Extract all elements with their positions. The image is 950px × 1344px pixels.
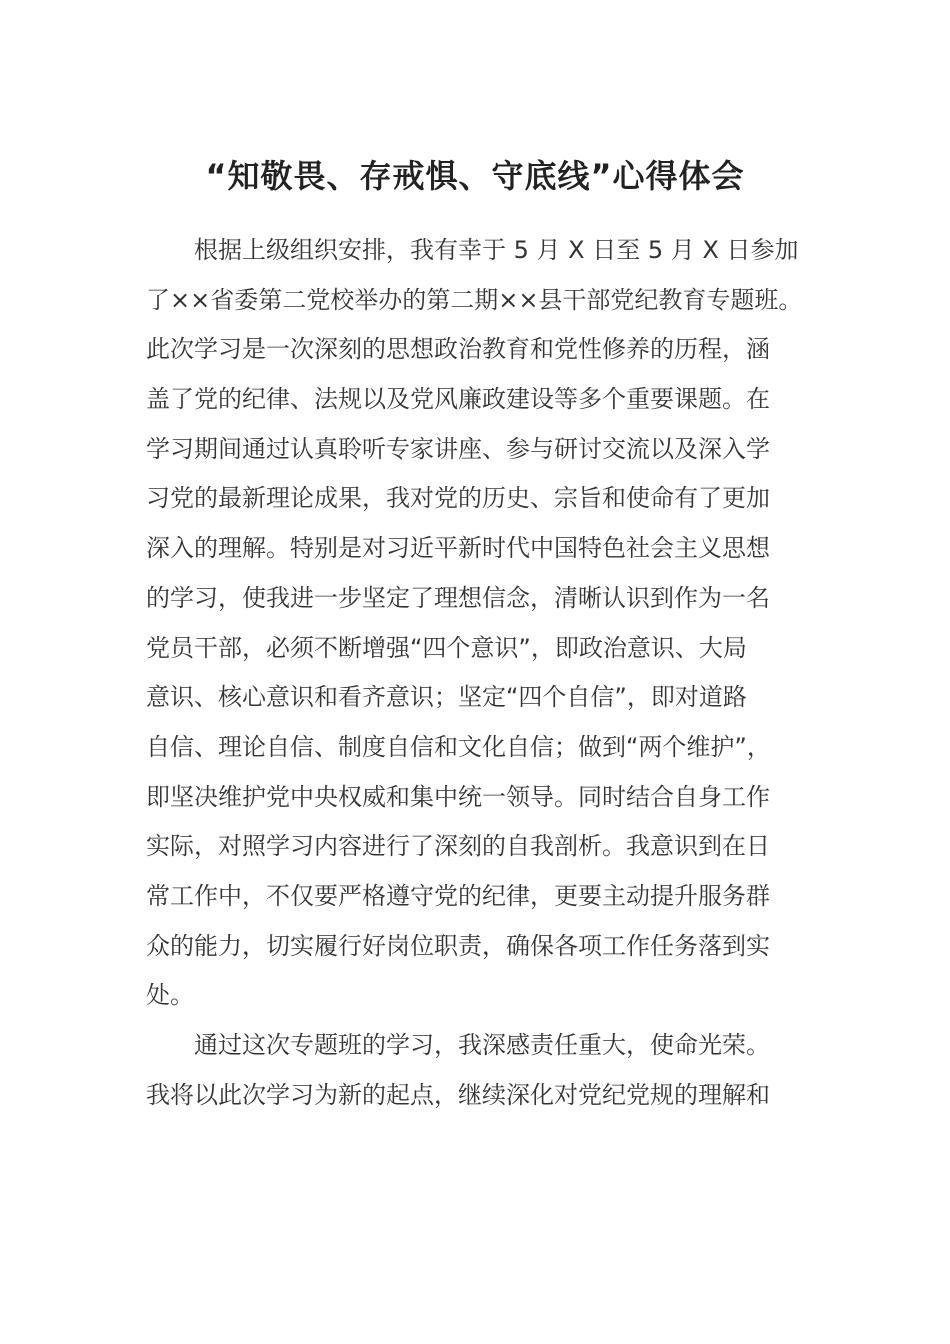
paragraph-line: 即坚决维护党中央权威和集中统一领导。同时结合自身工作 bbox=[146, 782, 770, 811]
paragraph-line: 实际，对照学习内容进行了深刻的自我剖析。我意识到在日 bbox=[146, 832, 770, 861]
paragraph-line: 自信、理论自信、制度自信和文化自信；做到“两个维护”， bbox=[146, 732, 771, 761]
paragraph-line: 盖了党的纪律、法规以及党风廉政建设等多个重要课题。在 bbox=[146, 385, 770, 414]
document-title: “知敬畏、存戒惧、守底线”心得体会 bbox=[205, 157, 745, 195]
paragraph-1 bbox=[146, 226, 808, 1021]
paragraph-line: 的学习，使我进一步坚定了理想信念，清晰认识到作为一名 bbox=[146, 583, 770, 612]
paragraph-line: 学习期间通过认真聆听专家讲座、参与研讨交流以及深入学 bbox=[146, 434, 770, 463]
paragraph-line: 意识、核心意识和看齐意识；坚定“四个自信”，即对道路 bbox=[146, 683, 747, 712]
paragraph-line: 深入的理解。特别是对习近平新时代中国特色社会主义思想 bbox=[146, 534, 770, 563]
paragraph-line: 通过这次专题班的学习，我深感责任重大，使命光荣。 bbox=[194, 1031, 770, 1059]
paragraph-line: 处。 bbox=[146, 981, 194, 1010]
paragraph-line: 了××省委第二党校举办的第二期××县干部党纪教育专题班。 bbox=[146, 285, 803, 314]
document-body bbox=[146, 226, 808, 1120]
paragraph-line: 根据上级组织安排，我有幸于 5 月 X 日至 5 月 X 日参加 bbox=[194, 236, 799, 264]
paragraph-line: 此次学习是一次深刻的思想政治教育和党性修养的历程，涵 bbox=[146, 335, 770, 364]
paragraph-2 bbox=[146, 1021, 808, 1120]
paragraph-line: 习党的最新理论成果，我对党的历史、宗旨和使命有了更加 bbox=[146, 484, 770, 513]
paragraph-line: 众的能力，切实履行好岗位职责，确保各项工作任务落到实 bbox=[146, 931, 770, 960]
paragraph-line: 常工作中，不仅要严格遵守党的纪律，更要主动提升服务群 bbox=[146, 881, 770, 910]
paragraph-line: 我将以此次学习为新的起点，继续深化对党纪党规的理解和 bbox=[146, 1080, 770, 1109]
paragraph-line: 党员干部，必须不断增强“四个意识”，即政治意识、大局 bbox=[146, 633, 747, 662]
